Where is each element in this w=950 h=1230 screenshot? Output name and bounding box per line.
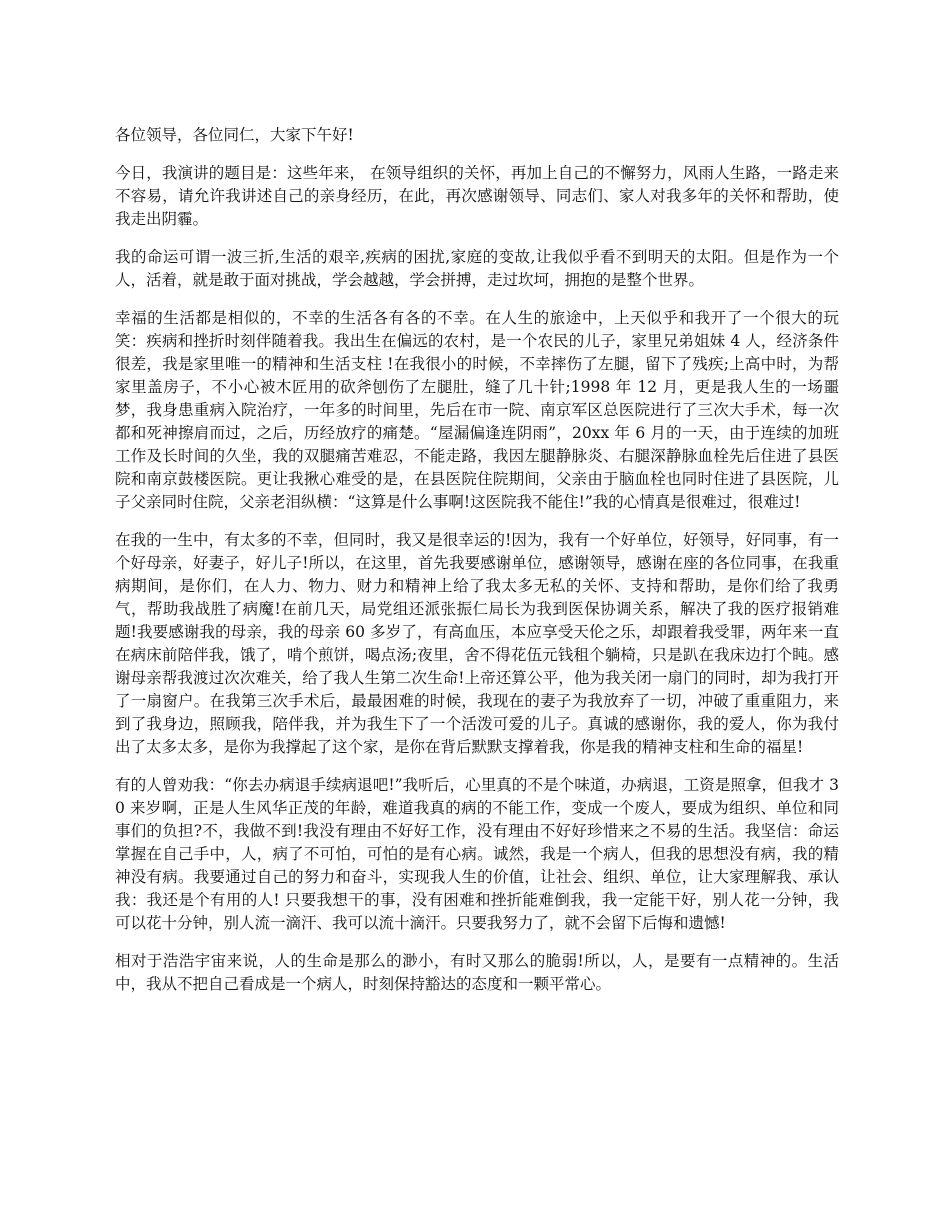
intro-paragraph: 今日，我演讲的题目是：这些年来， 在领导组织的关怀，再加上自己的不懈努力，风雨人生路，一路走来不容易，请允许我讲述自己的亲身经历，在此，再次感谢领导、同志们、家人对我多年的关怀和帮助，使我走出阴霾。 [115, 164, 839, 228]
closing-paragraph: 相对于浩浩宇宙来说，人的生命是那么的渺小，有时又那么的脆弱!所以，人，是要有一点精神的。生活中，我从不把自己看成是一个病人，时刻保持豁达的态度和一颗平常心。 [115, 952, 839, 993]
hardship-paragraph: 幸福的生活都是相似的，不幸的生活各有各的不幸。在人生的旅途中，上天似乎和我开了一个很大的玩笑：疾病和挫折时刻伴随着我。我出生在偏远的农村，是一个农民的儿子，家里兄弟姐妹 4 人，经济条件很差，我是家里唯一的精神和生活支柱 !在我很小的时候，不幸摔伤了左腿，留下了残疾;上高中时，为帮家里盖房子，不小心被木匠用的砍斧刨伤了左腿肚，缝了几十针;1998 年 12 月，更是我人生的一场噩梦，我身患重病入院治疗，一年多的时间里，先后在市一院、南京军区总医院进行了三次大手术，每一次都和死神擦肩而过，之后，历经放疗的痛楚。“屋漏偏逢连阴雨”，20xx 年 6 月的一天，由于连续的加班工作及长时间的久坐，我的双腿痛苦难忍，不能走路，我因左腿静脉炎、右腿深静脉血栓先后住进了县医院和南京鼓楼医院。更让我揪心难受的是，在县医院住院期间，父亲由于脑血栓也同时住进了县医院，儿子父亲同时住院，父亲老泪纵横：“这算是什么事啊!这医院我不能住!”我的心情真是很难过，很难过! [115, 309, 839, 511]
fate-paragraph: 我的命运可谓一波三折,生活的艰辛,疾病的困扰,家庭的变故,让我似乎看不到明天的太阳。但是作为一个人，活着，就是敢于面对挑战，学会越越，学会拼搏，走过坎坷，拥抱的是整个世界。 [115, 248, 839, 289]
gratitude-paragraph: 在我的一生中，有太多的不幸，但同时，我又是很幸运的!因为，我有一个好单位，好领导，好同事，有一个好母亲，好妻子，好儿子!所以，在这里，首先我要感谢单位，感谢领导，感谢在座的各位同事，在我重病期间，是你们，在人力、物力、财力和精神上给了我太多无私的关怀、支持和帮助，是你们给了我勇气，帮助我战胜了病魔!在前几天，局党组还派张振仁局长为我到医保协调关系，解决了我的医疗报销难题!我要感谢我的母亲，我的母亲 60 多岁了，有高血压，本应享受天伦之乐，却跟着我受罪，两年来一直在病床前陪伴我，饿了，啃个煎饼，喝点汤;夜里，舍不得花伍元钱租个躺椅，只是趴在我床边打个盹。感谢母亲帮我渡过次次难关，给了我人生第二次生命!上帝还算公平，他为我关闭一扇门的同时，却为我打开了一扇窗户。在我第三次手术后，最最困难的时候，我现在的妻子为我放弃了一切，冲破了重重阻力，来到了我身边，照顾我，陪伴我，并为我生下了一个活泼可爱的儿子。真诚的感谢你，我的爱人，你为我付出了太多太多，是你为我撑起了这个家，是你在背后默默支撑着我，你是我的精神支柱和生命的福星! [115, 531, 839, 756]
resolve-paragraph: 有的人曾劝我：“你去办病退手续病退吧!”我听后，心里真的不是个味道，办病退，工资是照拿，但我才 30 来岁啊，正是人生风华正茂的年龄，难道我真的病的不能工作，变成一个废人，要成为组织、单位和同事们的负担?不，我做不到!我没有理由不好好工作，没有理由不好好珍惜来之不易的生活。我坚信：命运掌握在自己手中，人，病了不可怕，可怕的是有心病。诚然，我是一个病人，但我的思想没有病，我的精神没有病。我要通过自己的努力和奋斗，实现我人生的价值，让社会、组织、单位，让大家理解我、承认我：我还是个有用的人! 只要我想干的事，没有困难和挫折能难倒我，我一定能干好，别人花一分钟，我可以花十分钟，别人流一滴汗、我可以流十滴汗。只要我努力了，就不会留下后悔和遗憾! [115, 776, 839, 932]
document-body [115, 124, 839, 1011]
greeting-paragraph: 各位领导，各位同仁，大家下午好! [115, 126, 354, 144]
